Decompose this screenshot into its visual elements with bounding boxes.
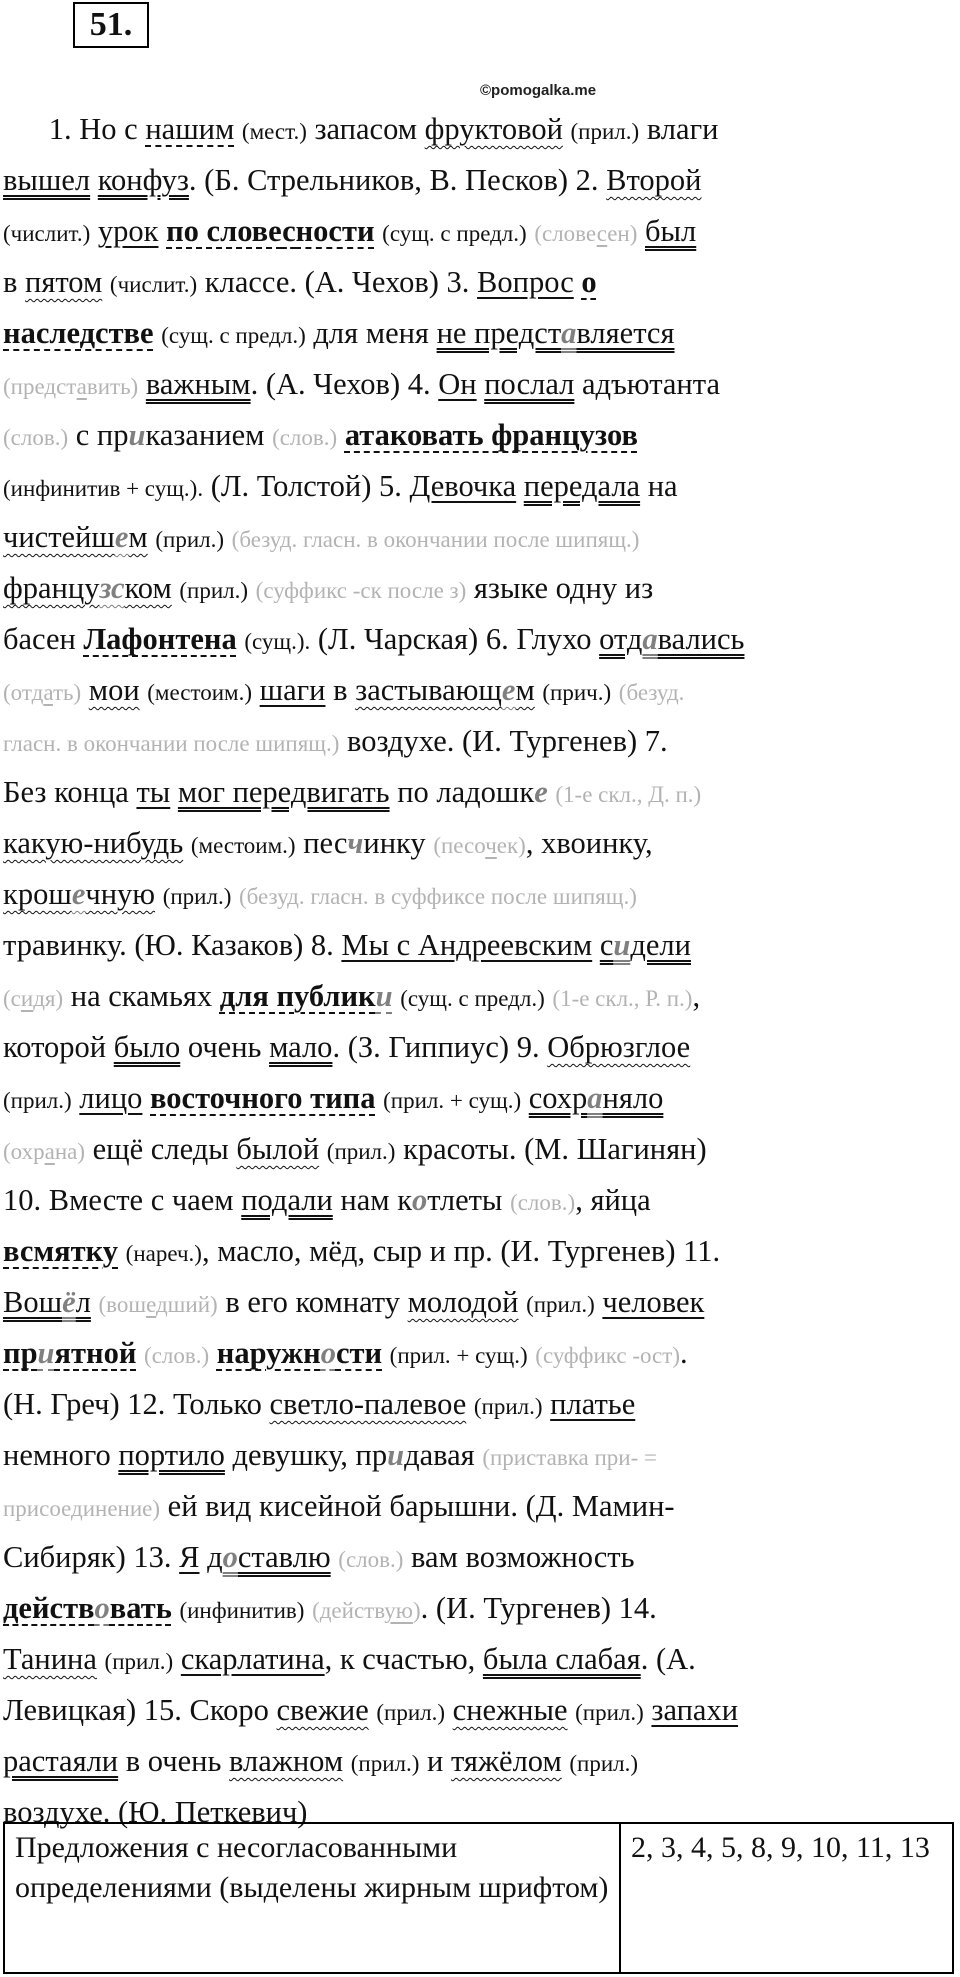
text-segment	[252, 673, 260, 707]
text-segment: девушку, пр	[224, 1438, 388, 1472]
text-segment	[466, 1387, 474, 1421]
text-segment: ё	[62, 1285, 76, 1319]
text-segment	[102, 265, 110, 299]
text-segment	[142, 1081, 150, 1115]
text-segment: Танина	[3, 1642, 97, 1676]
text-segment: Без конца	[3, 775, 137, 809]
text-line	[3, 1277, 957, 1328]
text-segment: на)	[54, 1139, 85, 1164]
text-line	[3, 1430, 957, 1481]
text-segment: молодой	[407, 1285, 519, 1319]
text-segment: (с	[3, 986, 21, 1011]
text-segment	[568, 1693, 576, 1727]
text-segment: дели	[630, 928, 691, 962]
text-segment: травинку. (Ю. Казаков) 8.	[3, 928, 342, 962]
text-segment: дя)	[33, 986, 64, 1011]
text-line	[3, 461, 957, 512]
text-segment: (слов.)	[510, 1190, 576, 1215]
text-line	[3, 563, 957, 614]
text-segment: присоединение)	[3, 1496, 161, 1521]
text-segment: вам возможность	[403, 1540, 635, 1574]
text-segment: Вопрос	[477, 265, 574, 299]
text-segment: лицо	[79, 1081, 143, 1115]
text-segment: (прил.)	[575, 1700, 644, 1725]
text-segment: для меня	[305, 316, 437, 350]
text-segment: гласн. в окончании после шипящ.)	[3, 731, 340, 756]
text-line	[3, 1634, 957, 1685]
text-segment: послал	[484, 367, 575, 401]
text-segment: классе. (А. Чехов) 3.	[197, 265, 478, 299]
text-segment	[375, 214, 383, 248]
text-segment: для публик	[219, 979, 376, 1013]
text-segment: платье	[550, 1387, 636, 1421]
text-segment: и	[37, 1336, 55, 1370]
text-segment	[183, 826, 191, 860]
text-segment: (прил.)	[350, 1751, 420, 1776]
text-line	[3, 869, 957, 920]
text-segment: (слов.)	[3, 425, 69, 450]
text-line	[3, 716, 957, 767]
text-segment: (прил. + сущ.)	[383, 1088, 522, 1113]
text-segment	[138, 367, 146, 401]
text-segment: а	[642, 622, 658, 656]
text-segment: (действ	[312, 1598, 385, 1623]
text-segment: человек	[602, 1285, 705, 1319]
text-segment: . (А.	[640, 1642, 696, 1676]
text-segment	[158, 214, 166, 248]
text-segment: портило	[118, 1438, 225, 1472]
text-segment: былой	[236, 1132, 320, 1166]
text-segment: францу	[3, 571, 100, 605]
text-segment	[445, 1693, 453, 1727]
text-segment: о	[412, 1183, 428, 1217]
text-line	[3, 1073, 957, 1124]
text-line	[3, 1328, 957, 1379]
text-segment: Девочка	[409, 469, 517, 503]
text-segment	[518, 1285, 526, 1319]
text-segment: (предст	[3, 374, 77, 399]
text-segment	[209, 1336, 217, 1370]
text-segment: светло-палевое	[269, 1387, 467, 1421]
text-line	[3, 1532, 957, 1583]
text-segment	[343, 1744, 351, 1778]
text-segment: е	[114, 520, 129, 554]
text-line	[3, 920, 957, 971]
text-segment: (прич.)	[542, 680, 612, 705]
text-segment: (Л. Чарская) 6. Глухо	[310, 622, 600, 656]
text-segment: с пр	[68, 418, 129, 452]
text-segment: (числит.)	[109, 272, 198, 297]
text-segment: какую-нибудь	[3, 826, 184, 860]
text-segment	[90, 214, 98, 248]
text-segment: ую	[384, 1598, 413, 1623]
text-segment: вляется	[576, 316, 675, 350]
text-segment: (сущ. с предл.)	[400, 986, 545, 1011]
text-segment: м	[515, 673, 535, 707]
text-segment: (слов.)	[272, 425, 338, 450]
text-segment: а	[44, 1139, 55, 1164]
text-segment: (прил.)	[104, 1649, 174, 1674]
text-segment: отд	[599, 622, 643, 656]
text-segment: которой	[3, 1030, 114, 1064]
text-segment	[319, 1132, 327, 1166]
text-segment: (местоим.)	[147, 680, 252, 705]
text-segment: )	[412, 1598, 421, 1623]
text-segment: важным	[145, 367, 251, 401]
text-segment	[155, 877, 163, 911]
text-segment: ч	[347, 826, 364, 860]
text-segment: (нареч.)	[125, 1241, 202, 1266]
text-segment: ек)	[496, 833, 526, 858]
text-segment: и	[375, 979, 393, 1013]
text-segment: наружн	[216, 1336, 321, 1370]
text-segment: воздухе. (Ю. Петкевич)	[3, 1795, 308, 1829]
text-segment: (суффикс -ост)	[535, 1343, 680, 1368]
text-line	[3, 818, 957, 869]
text-segment	[563, 112, 571, 146]
text-segment: Я	[179, 1540, 200, 1574]
text-segment: е	[534, 775, 548, 809]
text-segment: а	[43, 680, 53, 705]
text-segment: (прил.)	[569, 1751, 639, 1776]
text-segment: урок	[97, 214, 159, 248]
text-segment	[118, 1234, 126, 1268]
text-segment: (безуд. гласн. в окончании после шипящ.)	[231, 527, 640, 552]
text-line	[3, 1022, 957, 1073]
text-line	[3, 1226, 957, 1277]
text-segment: пес	[295, 826, 348, 860]
text-segment: (1-е скл., Д. п.)	[555, 782, 702, 807]
text-segment: (слов.)	[338, 1547, 404, 1572]
text-segment: нашим	[145, 112, 235, 146]
text-line	[3, 257, 957, 308]
text-segment: д	[207, 1540, 223, 1574]
text-segment: мало	[269, 1030, 333, 1064]
text-segment: ,	[692, 979, 701, 1013]
text-line	[3, 1124, 957, 1175]
text-segment	[173, 1642, 181, 1676]
text-segment: шаги	[259, 673, 326, 707]
text-segment: свежие	[276, 1693, 369, 1727]
text-segment: Обрюзглое	[547, 1030, 691, 1064]
text-line	[3, 1175, 957, 1226]
text-segment: (слове	[534, 221, 597, 246]
text-segment: всмятку	[3, 1234, 119, 1268]
text-line	[3, 1379, 957, 1430]
text-segment	[91, 1285, 99, 1319]
text-segment: (слов.)	[144, 1343, 210, 1368]
text-segment: а	[561, 316, 577, 350]
text-segment: и	[387, 1438, 405, 1472]
text-line	[3, 1481, 957, 1532]
text-segment	[248, 571, 256, 605]
text-segment: вать	[109, 1591, 172, 1625]
text-segment	[376, 1081, 384, 1115]
text-segment: м	[128, 520, 148, 554]
text-segment: скарлатина	[180, 1642, 325, 1676]
text-segment: фруктовой	[424, 112, 563, 146]
text-segment: ставлю	[237, 1540, 331, 1574]
text-segment	[516, 469, 524, 503]
text-segment: (вош	[98, 1292, 147, 1317]
text-line	[3, 308, 957, 359]
text-line	[3, 104, 957, 155]
text-segment	[521, 1081, 529, 1115]
text-segment: сти	[335, 1336, 383, 1370]
text-segment: ть)	[52, 680, 82, 705]
text-segment: в его комнату	[217, 1285, 408, 1319]
text-segment: снежные	[452, 1693, 568, 1727]
text-segment: (прил.)	[376, 1700, 446, 1725]
text-segment: , масло, мёд, сыр и пр. (И. Тургенев) 11.	[201, 1234, 721, 1268]
text-segment: (прил.)	[179, 578, 249, 603]
text-segment: (инфинитив)	[179, 1598, 305, 1623]
text-segment: на скамьях	[63, 979, 220, 1013]
text-segment: тяжёлом	[451, 1744, 562, 1778]
text-segment: Второй	[606, 163, 702, 197]
text-segment: застывающ	[355, 673, 502, 707]
text-segment: на	[640, 469, 678, 503]
text-segment: подали	[241, 1183, 333, 1217]
text-line	[3, 1736, 957, 1787]
text-segment: тлеты	[427, 1183, 511, 1217]
text-line	[3, 614, 957, 665]
text-segment: (отд	[3, 680, 44, 705]
text-segment: вались	[657, 622, 745, 656]
text-segment: сохр	[528, 1081, 588, 1115]
text-segment: очень	[180, 1030, 270, 1064]
text-segment	[637, 214, 645, 248]
text-segment: (прил.)	[473, 1394, 543, 1419]
text-segment: (прил.)	[526, 1292, 595, 1317]
text-line	[3, 1685, 957, 1736]
text-segment: . (Б. Стрельников, В. Песков) 2.	[188, 163, 607, 197]
text-segment: крош	[3, 877, 72, 911]
text-segment: 10. Вместе с чаем	[3, 1183, 242, 1217]
table-label-cell: Предложения с несогласованными определениями (выделены жирным шрифтом)	[4, 1823, 620, 1973]
text-segment: а	[587, 1081, 603, 1115]
text-segment: действ	[3, 1591, 95, 1625]
exercise-text	[3, 104, 957, 1838]
text-segment: л	[75, 1285, 91, 1319]
text-segment: (охр	[3, 1139, 45, 1164]
text-line	[3, 512, 957, 563]
text-segment: (местоим.)	[190, 833, 296, 858]
text-segment: ятной	[54, 1336, 137, 1370]
text-segment: в очень	[118, 1744, 229, 1778]
text-segment	[337, 418, 345, 452]
text-segment: не предст	[436, 316, 562, 350]
text-segment: ком	[124, 571, 172, 605]
text-segment: в	[3, 265, 26, 299]
text-segment: , яйца	[575, 1183, 651, 1217]
text-segment: пр	[3, 1336, 38, 1370]
table-value-cell: 2, 3, 4, 5, 8, 9, 10, 11, 13	[620, 1823, 953, 1973]
text-segment: . (И. Тургенев) 14.	[420, 1591, 657, 1625]
text-line	[3, 767, 957, 818]
answer-table	[3, 1822, 954, 1974]
text-segment: восточного типа	[150, 1081, 376, 1115]
text-segment: е	[146, 1292, 156, 1317]
text-segment	[382, 1336, 390, 1370]
text-segment: (безуд. гласн. в суффиксе после шипящ.)	[238, 884, 637, 909]
text-segment: влажном	[229, 1744, 344, 1778]
text-line	[3, 410, 957, 461]
text-segment: растаяли	[3, 1744, 119, 1778]
text-segment: (прил.)	[162, 884, 232, 909]
text-segment: по ладошк	[389, 775, 535, 809]
text-segment: ч	[485, 833, 497, 858]
text-segment: чную	[85, 877, 156, 911]
text-segment: (Н. Греч) 12. Только	[3, 1387, 270, 1421]
text-segment: (сущ. с предл.)	[382, 221, 527, 246]
text-segment: басен	[3, 622, 84, 656]
text-segment: е	[71, 877, 86, 911]
text-segment: о	[581, 265, 597, 299]
text-line	[3, 665, 957, 716]
table-row	[4, 1823, 953, 1973]
text-segment	[199, 1540, 207, 1574]
text-segment: и	[419, 1744, 451, 1778]
text-segment: (суффикс -ск после з)	[255, 578, 467, 603]
text-segment: , хвоинку,	[525, 826, 653, 860]
text-segment	[97, 1642, 105, 1676]
text-segment: было	[113, 1030, 181, 1064]
text-segment: (инфинитив + сущ.).	[3, 476, 204, 501]
text-segment: наследстве	[3, 316, 154, 350]
text-segment: Лафонтена	[83, 622, 237, 656]
text-segment	[90, 163, 98, 197]
text-segment	[234, 112, 242, 146]
text-segment: (песо	[433, 833, 486, 858]
text-segment: запасом	[306, 112, 425, 146]
text-segment: ещё следы	[85, 1132, 237, 1166]
text-segment: дший)	[155, 1292, 218, 1317]
text-segment: по слове	[166, 214, 283, 248]
text-segment: вышел	[3, 163, 91, 197]
text-segment: и	[20, 986, 34, 1011]
text-segment: адъютанта	[574, 367, 720, 401]
text-segment: с	[282, 214, 296, 248]
text-segment: запахи	[651, 1693, 739, 1727]
text-segment: Он	[438, 367, 477, 401]
text-segment: ей вид кисейной барышни. (Д. Мамин-	[160, 1489, 675, 1523]
text-segment: с	[599, 928, 614, 962]
text-segment: Сибиряк) 13.	[3, 1540, 180, 1574]
text-segment: (сущ.).	[244, 629, 311, 654]
text-segment: (сущ. с предл.)	[161, 323, 306, 348]
text-segment: казанием	[145, 418, 273, 452]
text-segment: о	[94, 1591, 110, 1625]
text-segment: (прил.)	[326, 1139, 396, 1164]
text-segment: воздухе. (И. Тургенев) 7.	[339, 724, 668, 758]
text-line	[3, 1583, 957, 1634]
text-segment: Левицкая) 15. Скоро	[3, 1693, 277, 1727]
text-segment: (прил.)	[3, 1088, 72, 1113]
text-segment: вить)	[86, 374, 139, 399]
text-line	[3, 971, 957, 1022]
text-segment	[592, 928, 600, 962]
text-segment: красоты. (М. Шагинян)	[395, 1132, 707, 1166]
text-segment	[136, 1336, 144, 1370]
text-segment: конфуз	[97, 163, 189, 197]
text-segment: . (З. Гиппиус) 9.	[332, 1030, 548, 1064]
text-segment	[81, 673, 89, 707]
text-segment: была слабая	[482, 1642, 641, 1676]
watermark: ©pomogalka.me	[480, 82, 597, 99]
text-segment: ности	[295, 214, 375, 248]
text-segment: ен)	[607, 221, 638, 246]
text-segment: Мы с Андреевским	[341, 928, 593, 962]
text-segment: был	[645, 214, 697, 248]
text-segment: . (А. Чехов) 4.	[250, 367, 439, 401]
text-segment: зс	[99, 571, 125, 605]
text-segment: атаковать французов	[344, 418, 638, 452]
text-segment: (Л. Толстой) 5.	[203, 469, 410, 503]
text-segment: мои	[88, 673, 140, 707]
text-segment: (числит.)	[3, 221, 91, 246]
text-segment	[231, 877, 239, 911]
text-segment: Вош	[3, 1285, 63, 1319]
text-segment	[224, 520, 232, 554]
text-segment: инку	[363, 826, 434, 860]
text-segment: 1. Но с	[3, 112, 146, 146]
text-segment: и	[613, 928, 631, 962]
text-segment: и	[128, 418, 146, 452]
text-segment: (прил. + сущ.)	[389, 1343, 528, 1368]
text-segment: (1-е скл., Р. п.)	[552, 986, 693, 1011]
text-segment: давая	[404, 1438, 483, 1472]
text-segment: няло	[602, 1081, 664, 1115]
text-segment: в	[325, 673, 356, 707]
text-segment	[304, 1591, 312, 1625]
text-segment: , к счастью,	[324, 1642, 483, 1676]
text-segment: пятом	[25, 265, 103, 299]
text-segment: а	[76, 374, 87, 399]
text-segment: нам к	[332, 1183, 413, 1217]
text-segment: о	[222, 1540, 238, 1574]
text-segment: влаги	[639, 112, 719, 146]
text-segment: мог передвигать	[177, 775, 390, 809]
text-segment: (приставка при- =	[482, 1445, 657, 1470]
text-segment: языке одну из	[466, 571, 654, 605]
text-segment: (мест.)	[241, 119, 307, 144]
text-segment: .	[679, 1336, 688, 1370]
text-segment	[170, 775, 178, 809]
text-segment: ты	[136, 775, 171, 809]
text-segment: е	[501, 673, 516, 707]
text-segment	[611, 673, 619, 707]
text-segment: немного	[3, 1438, 119, 1472]
text-segment: (прил.)	[155, 527, 225, 552]
text-segment: о	[320, 1336, 336, 1370]
text-segment: с	[596, 221, 608, 246]
exercise-number: 51.	[73, 2, 149, 48]
text-segment: чистейш	[3, 520, 115, 554]
text-line	[3, 155, 957, 206]
text-line	[3, 206, 957, 257]
text-segment: передала	[523, 469, 641, 503]
text-segment: (прил.)	[570, 119, 640, 144]
text-segment: (безуд.	[618, 680, 685, 705]
text-line	[3, 359, 957, 410]
